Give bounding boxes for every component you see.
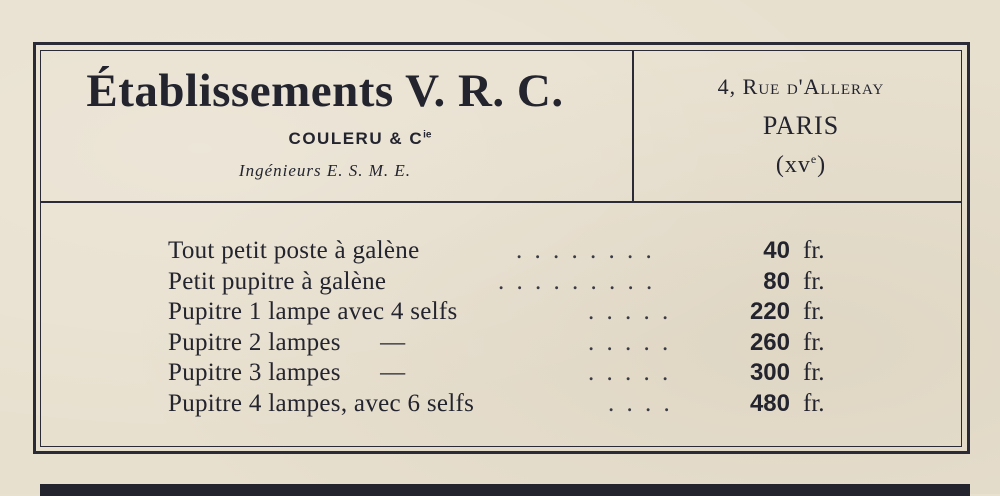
price-row: [168, 389, 868, 420]
price-row: [168, 328, 868, 359]
price-amount: 80: [763, 267, 790, 295]
dot-leader: . . . . .: [588, 359, 672, 386]
price-currency: fr.: [803, 298, 825, 325]
header-column-divider: [632, 50, 634, 202]
price-item: Pupitre 3 lampes —: [168, 359, 406, 386]
price-amount: 300: [749, 359, 790, 386]
price-row: [168, 267, 868, 298]
company-name: Établissements V. R. C.: [86, 65, 564, 117]
price-item: Pupitre 2 lampes —: [168, 328, 406, 356]
price-row: [168, 358, 868, 389]
price-currency: fr.: [803, 328, 825, 356]
dot-leader: . . . . .: [588, 328, 672, 356]
price-item: Pupitre 4 lampes, avec 6 selfs: [168, 389, 475, 417]
arr-close: ): [817, 152, 827, 178]
price-amount: 40: [763, 237, 790, 264]
price-amount: 260: [749, 328, 790, 356]
price-currency: fr.: [803, 267, 825, 295]
address-city: PARIS: [762, 111, 840, 140]
address-street: 4, Rue d'Alleray: [717, 74, 885, 99]
price-amount: 480: [749, 389, 790, 417]
partners-text: COULERU & C: [288, 129, 424, 148]
dot-leader: . . . . . . . .: [516, 237, 655, 264]
dot-leader: . . . . .: [588, 298, 672, 325]
price-currency: fr.: [803, 389, 825, 417]
price-amount: 220: [749, 298, 790, 325]
dot-leader: . . . . . . . . .: [498, 267, 656, 295]
next-advert-border: [40, 484, 970, 496]
price-row: [168, 297, 868, 328]
price-list: [168, 236, 868, 419]
partners-superscript: ie: [423, 129, 432, 141]
arr-open: (xv: [775, 152, 811, 178]
header-divider: [40, 201, 962, 203]
partners-line: [60, 129, 660, 149]
price-item: Tout petit poste à galène: [168, 237, 420, 264]
address-arrondissement: [640, 152, 962, 179]
price-currency: fr.: [803, 237, 825, 264]
price-currency: fr.: [803, 359, 825, 386]
price-row: [168, 236, 868, 267]
arr-superscript: e: [810, 152, 818, 166]
engineers-line: Ingénieurs E. S. M. E.: [238, 161, 412, 180]
dot-leader: . . . .: [608, 389, 673, 417]
price-item: Petit pupitre à galène: [168, 267, 387, 295]
price-item: Pupitre 1 lampe avec 4 selfs: [168, 298, 458, 325]
